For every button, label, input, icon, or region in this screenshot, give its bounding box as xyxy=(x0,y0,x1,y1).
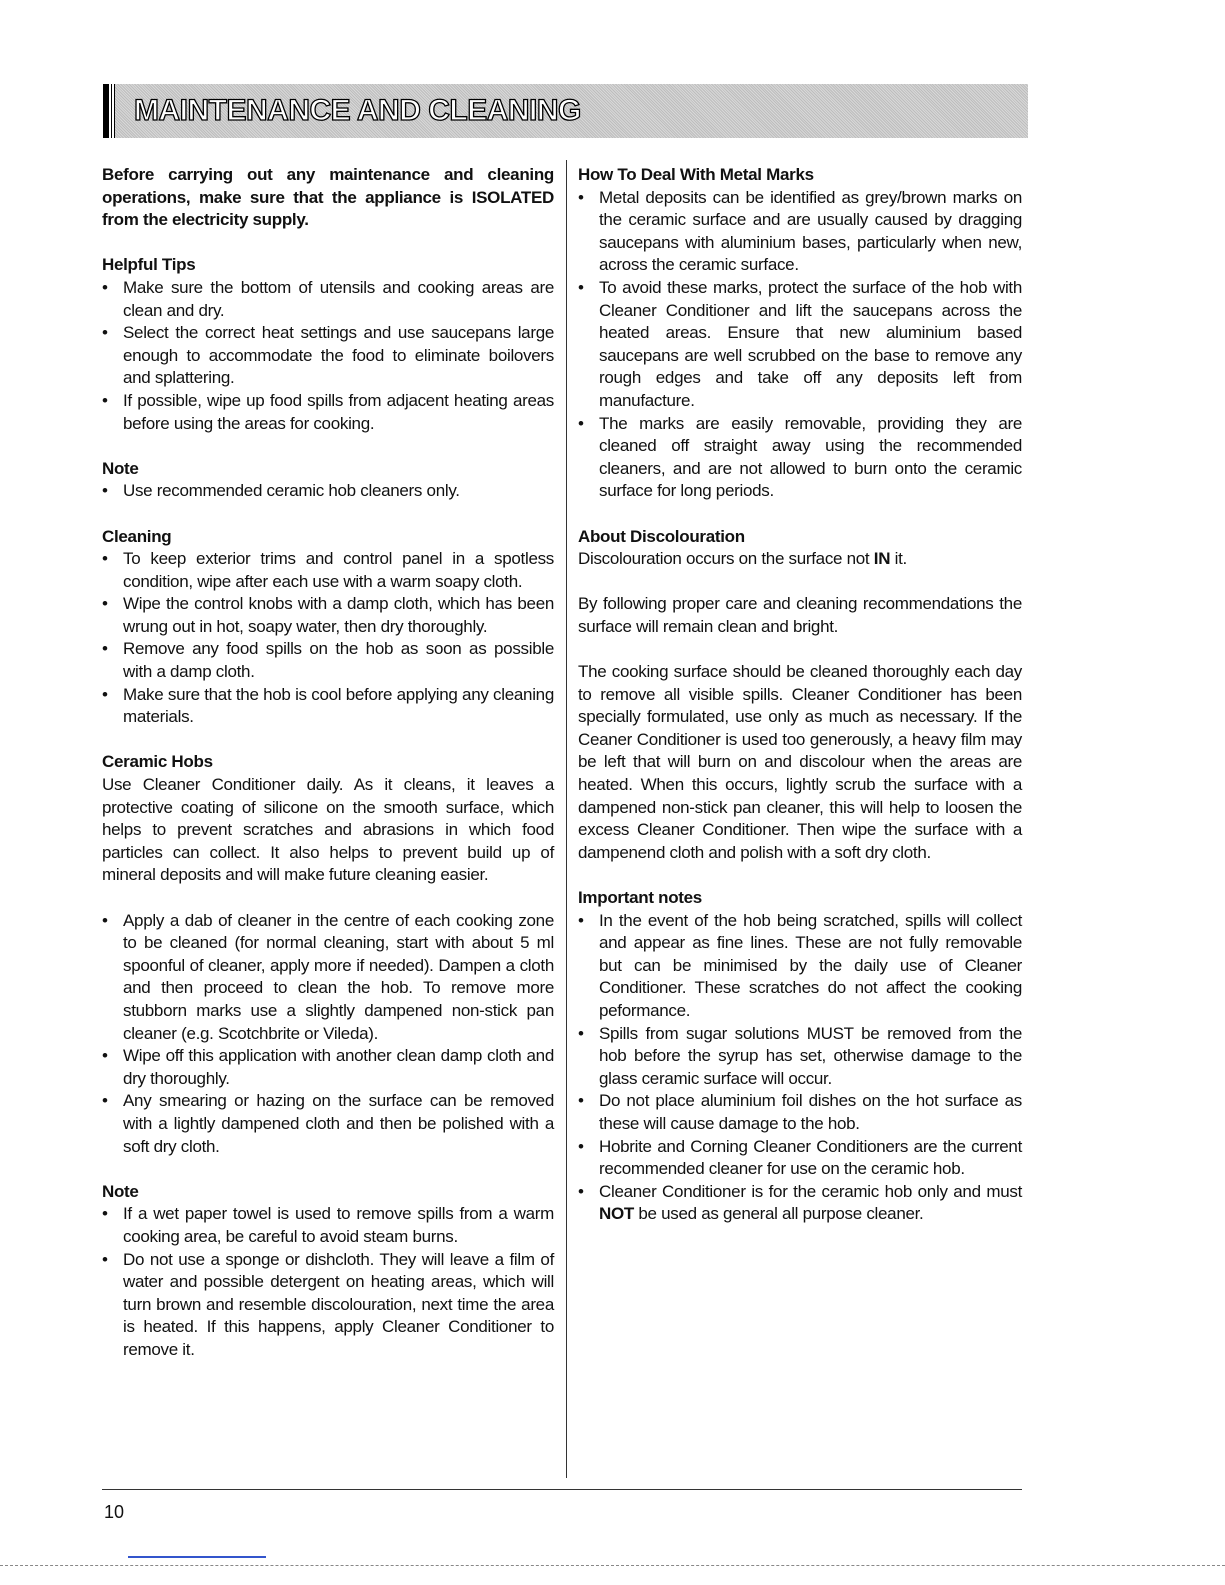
tips-heading: Helpful Tips xyxy=(102,255,196,275)
ceramic-paragraph: Use Cleaner Conditioner daily. As it cleans, it leaves a protective coating of silicone on the smooth surface, which helps to prevent scratches and abrasions in which food particles can collect. It also helps to prevent build up of mineral deposits and will make future cleaning easier. xyxy=(102,775,554,885)
safety-intro: Before carrying out any maintenance and cleaning operations, make sure that the appliance is ISOLATED from the electricity supply. xyxy=(102,165,554,230)
important-list xyxy=(578,910,1022,1226)
ceramic-heading: Ceramic Hobs xyxy=(102,752,213,772)
list-item: • Spills from sugar solutions MUST be removed from the hob before the syrup has set, otherwise damage to the glass ceramic surface will occur. xyxy=(578,1023,1022,1091)
list-item: • Do not use a sponge or dishcloth. They will leave a film of water and possible detergent on heating areas, which will turn brown and resemble discolouration, next time the area is heated. If this happens, apply Cleaner Conditioner to remove it. xyxy=(102,1249,554,1362)
section-banner xyxy=(103,84,1028,138)
paragraph: The cooking surface should be cleaned thoroughly each day to remove all visible spills. Cleaner Conditioner has been specially formulated, use only as much as necessary. If the Ceaner Conditioner is used too generously, a heavy film may be left that will burn on and discolour when the areas are heated. When this occurs, lightly scrub the surface with a dampened non-stick pan cleaner, this will help to loosen the excess Cleaner Conditioner. Then wipe the surface with a dampenend cloth and polish with a soft dry cloth. xyxy=(578,662,1022,862)
note-list xyxy=(102,480,554,503)
list-item: • Select the correct heat settings and use saucepans large enough to accommodate the food to eliminate boilovers and splattering. xyxy=(102,322,554,390)
text: it. xyxy=(890,549,907,569)
column-divider xyxy=(566,160,567,1478)
list-item: • The marks are easily removable, providing they are cleaned off straight away using the recommended cleaners, and are not allowed to burn onto the ceramic surface for long periods. xyxy=(578,413,1022,503)
cleaning-heading: Cleaning xyxy=(102,526,172,546)
note-list-2 xyxy=(102,1203,554,1361)
metal-marks-heading: How To Deal With Metal Marks xyxy=(578,165,814,184)
list-item: • Any smearing or hazing on the surface can be removed with a lightly dampened cloth and then be polished with a soft dry cloth. xyxy=(102,1090,554,1158)
page-title: MAINTENANCE AND CLEANING xyxy=(134,94,581,127)
list-item: • Metal deposits can be identified as grey/brown marks on the ceramic surface and are usually caused by dragging saucepans with aluminium bases, particularly when new, across the ceramic surface. xyxy=(578,187,1022,277)
note-heading: Note xyxy=(102,458,139,478)
emphasis: IN xyxy=(873,549,891,569)
scan-edge xyxy=(0,1565,1225,1566)
list-item: • Apply a dab of cleaner in the centre of each cooking zone to be cleaned (for normal cleaning, start with about 5 ml spoonful of cleaner, apply more if needed). Dampen a cloth and then proceed to clean the hob. To remove more stubborn marks use a slightly dampened non-stick pan cleaner (e.g. Scotchbrite or Vileda). xyxy=(102,910,554,1046)
paragraph: By following proper care and cleaning recommendations the surface will remain clean and bright. xyxy=(578,594,1022,636)
list-item: • Use recommended ceramic hob cleaners only. xyxy=(102,480,554,503)
tips-list xyxy=(102,277,554,435)
list-item: • Do not place aluminium foil dishes on the hot surface as these will cause damage to the hob. xyxy=(578,1090,1022,1135)
list-item: • To keep exterior trims and control panel in a spotless condition, wipe after each use with a warm soapy cloth. xyxy=(102,548,554,593)
list-item: • Make sure the bottom of utensils and cooking areas are clean and dry. xyxy=(102,277,554,322)
scan-mark xyxy=(128,1556,266,1558)
list-item: • Make sure that the hob is cool before applying any cleaning materials. xyxy=(102,684,554,729)
list-item: • In the event of the hob being scratched, spills will collect and appear as fine lines. These are not fully removable but can be minimised by the daily use of Cleaner Conditioner. These scratches do not affect the cooking peformance. xyxy=(578,910,1022,1023)
metal-list xyxy=(578,187,1022,503)
list-item: • If possible, wipe up food spills from adjacent heating areas before using the areas for cooking. xyxy=(102,390,554,435)
important-notes-heading: Important notes xyxy=(578,888,702,907)
cleaning-list xyxy=(102,548,554,729)
text: be used as general all purpose cleaner. xyxy=(633,1204,924,1224)
discolouration-heading: About Discolouration xyxy=(578,526,745,546)
list-item: • Remove any food spills on the hob as soon as possible with a damp cloth. xyxy=(102,638,554,683)
left-column xyxy=(102,164,554,1361)
note-heading-2: Note xyxy=(102,1181,139,1201)
right-column xyxy=(578,164,1022,1226)
emphasis: NOT xyxy=(599,1204,634,1224)
footer-rule xyxy=(102,1489,1022,1490)
list-item xyxy=(578,1181,1022,1226)
list-item: • If a wet paper towel is used to remove spills from a warm cooking area, be careful to avoid steam burns. xyxy=(102,1203,554,1248)
page-number: 10 xyxy=(104,1502,125,1522)
text: Discolouration occurs on the surface not xyxy=(578,549,874,569)
list-item: • Wipe the control knobs with a damp cloth, which has been wrung out in hot, soapy water, then dry thoroughly. xyxy=(102,593,554,638)
text: Cleaner Conditioner is for the ceramic hob only and must xyxy=(599,1181,1022,1201)
list-item: • Wipe off this application with another clean damp cloth and dry thoroughly. xyxy=(102,1045,554,1090)
list-item: • Hobrite and Corning Cleaner Conditioners are the current recommended cleaner for use on the ceramic hob. xyxy=(578,1136,1022,1181)
discolouration-text xyxy=(578,548,1022,571)
list-item: • To avoid these marks, protect the surface of the hob with Cleaner Conditioner and lift the saucepans across the heated areas. Ensure that new aluminium based saucepans are well scrubbed on the base to remove any rough edges and take off any deposits left from manufacture. xyxy=(578,277,1022,413)
ceramic-list xyxy=(102,910,554,1159)
banner-bars-decoration xyxy=(103,84,117,138)
